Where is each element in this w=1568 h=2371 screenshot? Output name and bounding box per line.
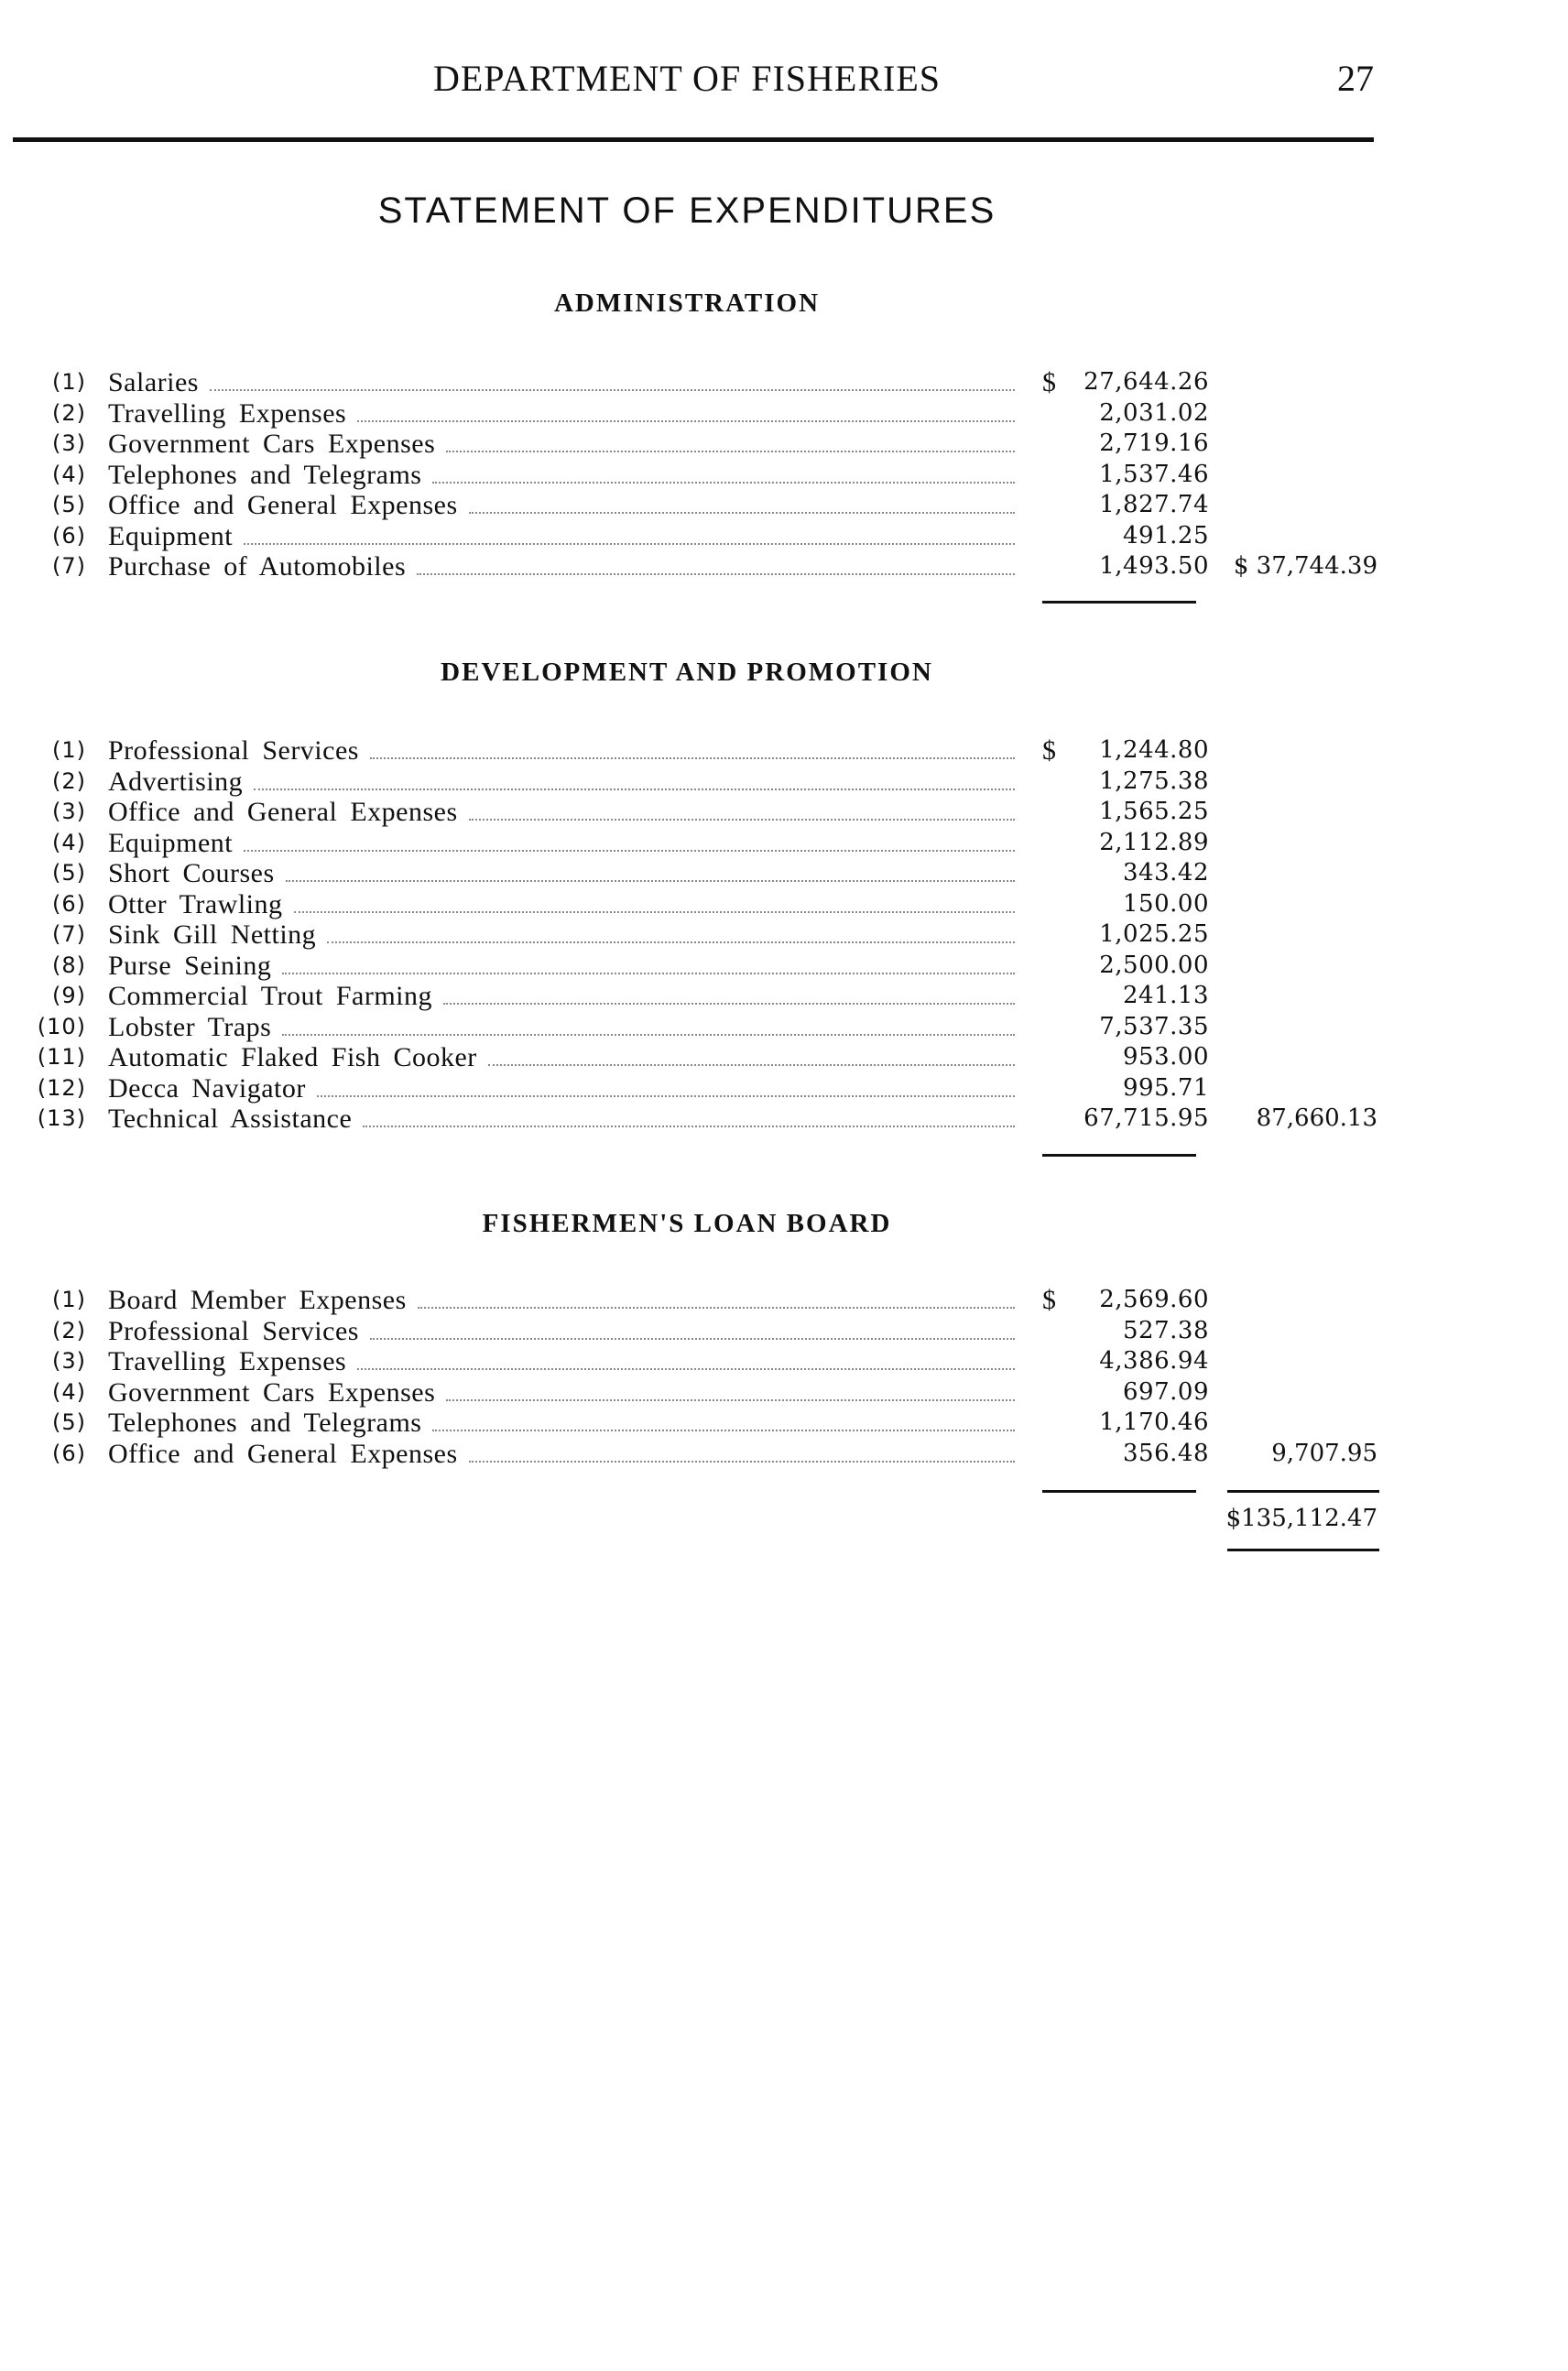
item-amount: 2,112.89 bbox=[1099, 828, 1209, 856]
item-amount: 343.42 bbox=[1123, 859, 1209, 886]
item-number: (2) bbox=[52, 767, 86, 794]
table-row bbox=[0, 919, 1568, 951]
item-amount: 356.48 bbox=[1123, 1439, 1209, 1467]
item-number: (6) bbox=[52, 890, 86, 917]
item-number: (9) bbox=[52, 983, 86, 1008]
section-total: $ 37,744.39 bbox=[1233, 552, 1377, 580]
item-amount: 1,493.50 bbox=[1099, 552, 1209, 580]
dot-leader bbox=[286, 880, 1015, 882]
dollar-sign: $ bbox=[1042, 1285, 1056, 1315]
grand-total-rule bbox=[1227, 1549, 1379, 1551]
item-label: Commercial Trout Farming bbox=[108, 981, 432, 1011]
item-label: Office and General Expenses bbox=[108, 490, 458, 520]
item-number: (11) bbox=[37, 1044, 86, 1070]
subtotal-rule bbox=[1042, 1154, 1196, 1157]
item-amount: 2,719.16 bbox=[1099, 430, 1209, 457]
item-amount: 67,715.95 bbox=[1083, 1104, 1209, 1132]
item-amount: 2,031.02 bbox=[1099, 398, 1209, 427]
item-label: Board Member Expenses bbox=[108, 1285, 407, 1315]
table-row bbox=[0, 490, 1568, 521]
development-table bbox=[0, 735, 1568, 1135]
item-number: (6) bbox=[52, 522, 86, 549]
dot-leader bbox=[317, 1095, 1015, 1097]
page-header bbox=[0, 57, 1568, 112]
table-row bbox=[0, 1408, 1568, 1439]
item-amount: 1,565.25 bbox=[1099, 798, 1209, 825]
item-number: (8) bbox=[52, 952, 86, 978]
table-row bbox=[0, 951, 1568, 982]
dot-leader bbox=[469, 512, 1015, 514]
running-title: DEPARTMENT OF FISHERIES bbox=[432, 58, 942, 99]
item-amount: 527.38 bbox=[1123, 1316, 1209, 1344]
dot-leader bbox=[244, 850, 1015, 852]
item-number: (2) bbox=[52, 1317, 86, 1343]
table-row bbox=[0, 429, 1568, 460]
dot-leader bbox=[488, 1064, 1015, 1066]
section-total: 9,707.95 bbox=[1271, 1439, 1377, 1467]
item-amount: 995.71 bbox=[1123, 1073, 1209, 1102]
loan-board-table bbox=[0, 1285, 1568, 1469]
item-amount: 2,569.60 bbox=[1099, 1286, 1209, 1313]
item-label: Advertising bbox=[108, 766, 244, 797]
dot-leader bbox=[446, 1399, 1015, 1401]
header-rule bbox=[13, 137, 1374, 142]
item-amount: 1,275.38 bbox=[1099, 767, 1209, 795]
item-number: (3) bbox=[52, 799, 86, 824]
item-label: Sink Gill Netting bbox=[108, 919, 317, 950]
table-row bbox=[0, 1439, 1568, 1470]
item-label: Government Cars Expenses bbox=[108, 429, 436, 459]
section-total: 87,660.13 bbox=[1256, 1104, 1377, 1132]
item-number: (12) bbox=[37, 1074, 86, 1101]
item-label: Telephones and Telegrams bbox=[108, 1408, 422, 1438]
table-row bbox=[0, 1012, 1568, 1043]
table-row bbox=[0, 735, 1568, 767]
item-amount: 7,537.35 bbox=[1099, 1012, 1209, 1040]
item-number: (5) bbox=[52, 1409, 86, 1435]
item-amount: 1,025.25 bbox=[1099, 920, 1209, 948]
dot-leader bbox=[432, 482, 1015, 484]
item-amount: 491.25 bbox=[1123, 521, 1209, 549]
subtotal-rule bbox=[1042, 601, 1196, 604]
item-label: Lobster Traps bbox=[108, 1011, 272, 1042]
table-row bbox=[0, 1285, 1568, 1316]
item-label: Salaries bbox=[108, 367, 199, 397]
table-row bbox=[0, 797, 1568, 828]
item-label: Travelling Expenses bbox=[108, 1346, 347, 1376]
item-label: Professional Services bbox=[108, 735, 359, 766]
dot-leader bbox=[282, 1034, 1015, 1036]
item-label: Purse Seining bbox=[108, 950, 272, 981]
dot-leader bbox=[327, 941, 1015, 943]
dot-leader bbox=[210, 389, 1015, 391]
dot-leader bbox=[443, 1003, 1015, 1005]
table-row bbox=[0, 1346, 1568, 1377]
section-heading-administration: ADMINISTRATION bbox=[553, 288, 821, 318]
item-number: (1) bbox=[52, 737, 86, 763]
table-row bbox=[0, 1377, 1568, 1408]
item-number: (4) bbox=[52, 1378, 86, 1405]
item-amount: 697.09 bbox=[1123, 1377, 1209, 1406]
item-number: (1) bbox=[52, 1287, 86, 1312]
item-amount: 1,244.80 bbox=[1099, 736, 1209, 764]
item-amount: 1,170.46 bbox=[1099, 1408, 1209, 1436]
dot-leader bbox=[357, 1368, 1015, 1370]
item-number: (7) bbox=[52, 921, 86, 947]
item-amount: 2,500.00 bbox=[1099, 951, 1209, 979]
dot-leader bbox=[469, 1461, 1015, 1463]
item-amount: 241.13 bbox=[1123, 982, 1209, 1009]
item-label: Equipment bbox=[108, 520, 234, 551]
table-row bbox=[0, 398, 1568, 430]
dot-leader bbox=[417, 573, 1015, 575]
dot-leader bbox=[469, 819, 1015, 821]
item-number: (5) bbox=[52, 492, 86, 517]
table-row bbox=[0, 889, 1568, 920]
item-number: (7) bbox=[52, 553, 86, 579]
dot-leader bbox=[370, 757, 1015, 759]
item-number: (10) bbox=[37, 1013, 86, 1039]
dot-leader bbox=[370, 1338, 1015, 1340]
table-row bbox=[0, 1104, 1568, 1135]
item-number: (3) bbox=[52, 1348, 86, 1374]
table-row bbox=[0, 858, 1568, 889]
dot-leader bbox=[446, 451, 1015, 452]
page-title: STATEMENT OF EXPENDITURES bbox=[377, 190, 996, 231]
item-label: Equipment bbox=[108, 827, 234, 858]
table-row bbox=[0, 521, 1568, 552]
item-label: Travelling Expenses bbox=[108, 397, 347, 429]
item-label: Office and General Expenses bbox=[108, 797, 458, 827]
table-row bbox=[0, 767, 1568, 798]
dot-leader bbox=[282, 973, 1015, 974]
item-label: Office and General Expenses bbox=[108, 1438, 458, 1469]
item-amount: 150.00 bbox=[1123, 889, 1209, 918]
section-heading-loan-board: FISHERMEN'S LOAN BOARD bbox=[482, 1209, 892, 1238]
dot-leader bbox=[432, 1430, 1015, 1431]
item-label: Telephones and Telegrams bbox=[108, 459, 422, 490]
item-amount: 953.00 bbox=[1123, 1043, 1209, 1071]
item-label: Purchase of Automobiles bbox=[108, 551, 407, 582]
table-row bbox=[0, 1073, 1568, 1104]
item-label: Automatic Flaked Fish Cooker bbox=[108, 1042, 477, 1072]
item-amount: 27,644.26 bbox=[1083, 368, 1209, 396]
page-number: 27 bbox=[1337, 58, 1374, 99]
table-row bbox=[0, 828, 1568, 859]
item-number: (1) bbox=[52, 369, 86, 395]
dollar-sign: $ bbox=[1042, 735, 1056, 766]
item-amount: 1,827.74 bbox=[1099, 491, 1209, 518]
grand-total: $135,112.47 bbox=[1225, 1505, 1377, 1532]
item-number: (5) bbox=[52, 860, 86, 886]
total-rule bbox=[1227, 1490, 1379, 1493]
section-heading-development: DEVELOPMENT AND PROMOTION bbox=[441, 658, 933, 687]
table-row bbox=[0, 367, 1568, 398]
item-number: (6) bbox=[52, 1440, 86, 1466]
item-label: Otter Trawling bbox=[108, 888, 283, 919]
subtotal-rule bbox=[1042, 1490, 1196, 1493]
administration-table bbox=[0, 367, 1568, 582]
dot-leader bbox=[363, 1126, 1015, 1127]
item-amount: 1,537.46 bbox=[1099, 460, 1209, 488]
dot-leader bbox=[294, 911, 1015, 913]
item-label: Technical Assistance bbox=[108, 1104, 353, 1134]
item-label: Government Cars Expenses bbox=[108, 1376, 436, 1408]
dot-leader bbox=[254, 789, 1015, 790]
item-label: Decca Navigator bbox=[108, 1072, 306, 1104]
item-amount: 4,386.94 bbox=[1099, 1347, 1209, 1375]
table-row bbox=[0, 460, 1568, 491]
dot-leader bbox=[418, 1307, 1015, 1309]
item-number: (13) bbox=[37, 1105, 86, 1131]
table-row bbox=[0, 1042, 1568, 1073]
dollar-sign: $ bbox=[1042, 367, 1056, 397]
dot-leader bbox=[357, 420, 1015, 422]
item-number: (2) bbox=[52, 399, 86, 426]
item-label: Short Courses bbox=[108, 858, 275, 888]
table-row bbox=[0, 551, 1568, 582]
item-label: Professional Services bbox=[108, 1315, 359, 1346]
item-number: (3) bbox=[52, 430, 86, 456]
table-row bbox=[0, 981, 1568, 1012]
item-number: (4) bbox=[52, 461, 86, 487]
item-number: (4) bbox=[52, 829, 86, 855]
dot-leader bbox=[244, 543, 1015, 545]
table-row bbox=[0, 1316, 1568, 1347]
